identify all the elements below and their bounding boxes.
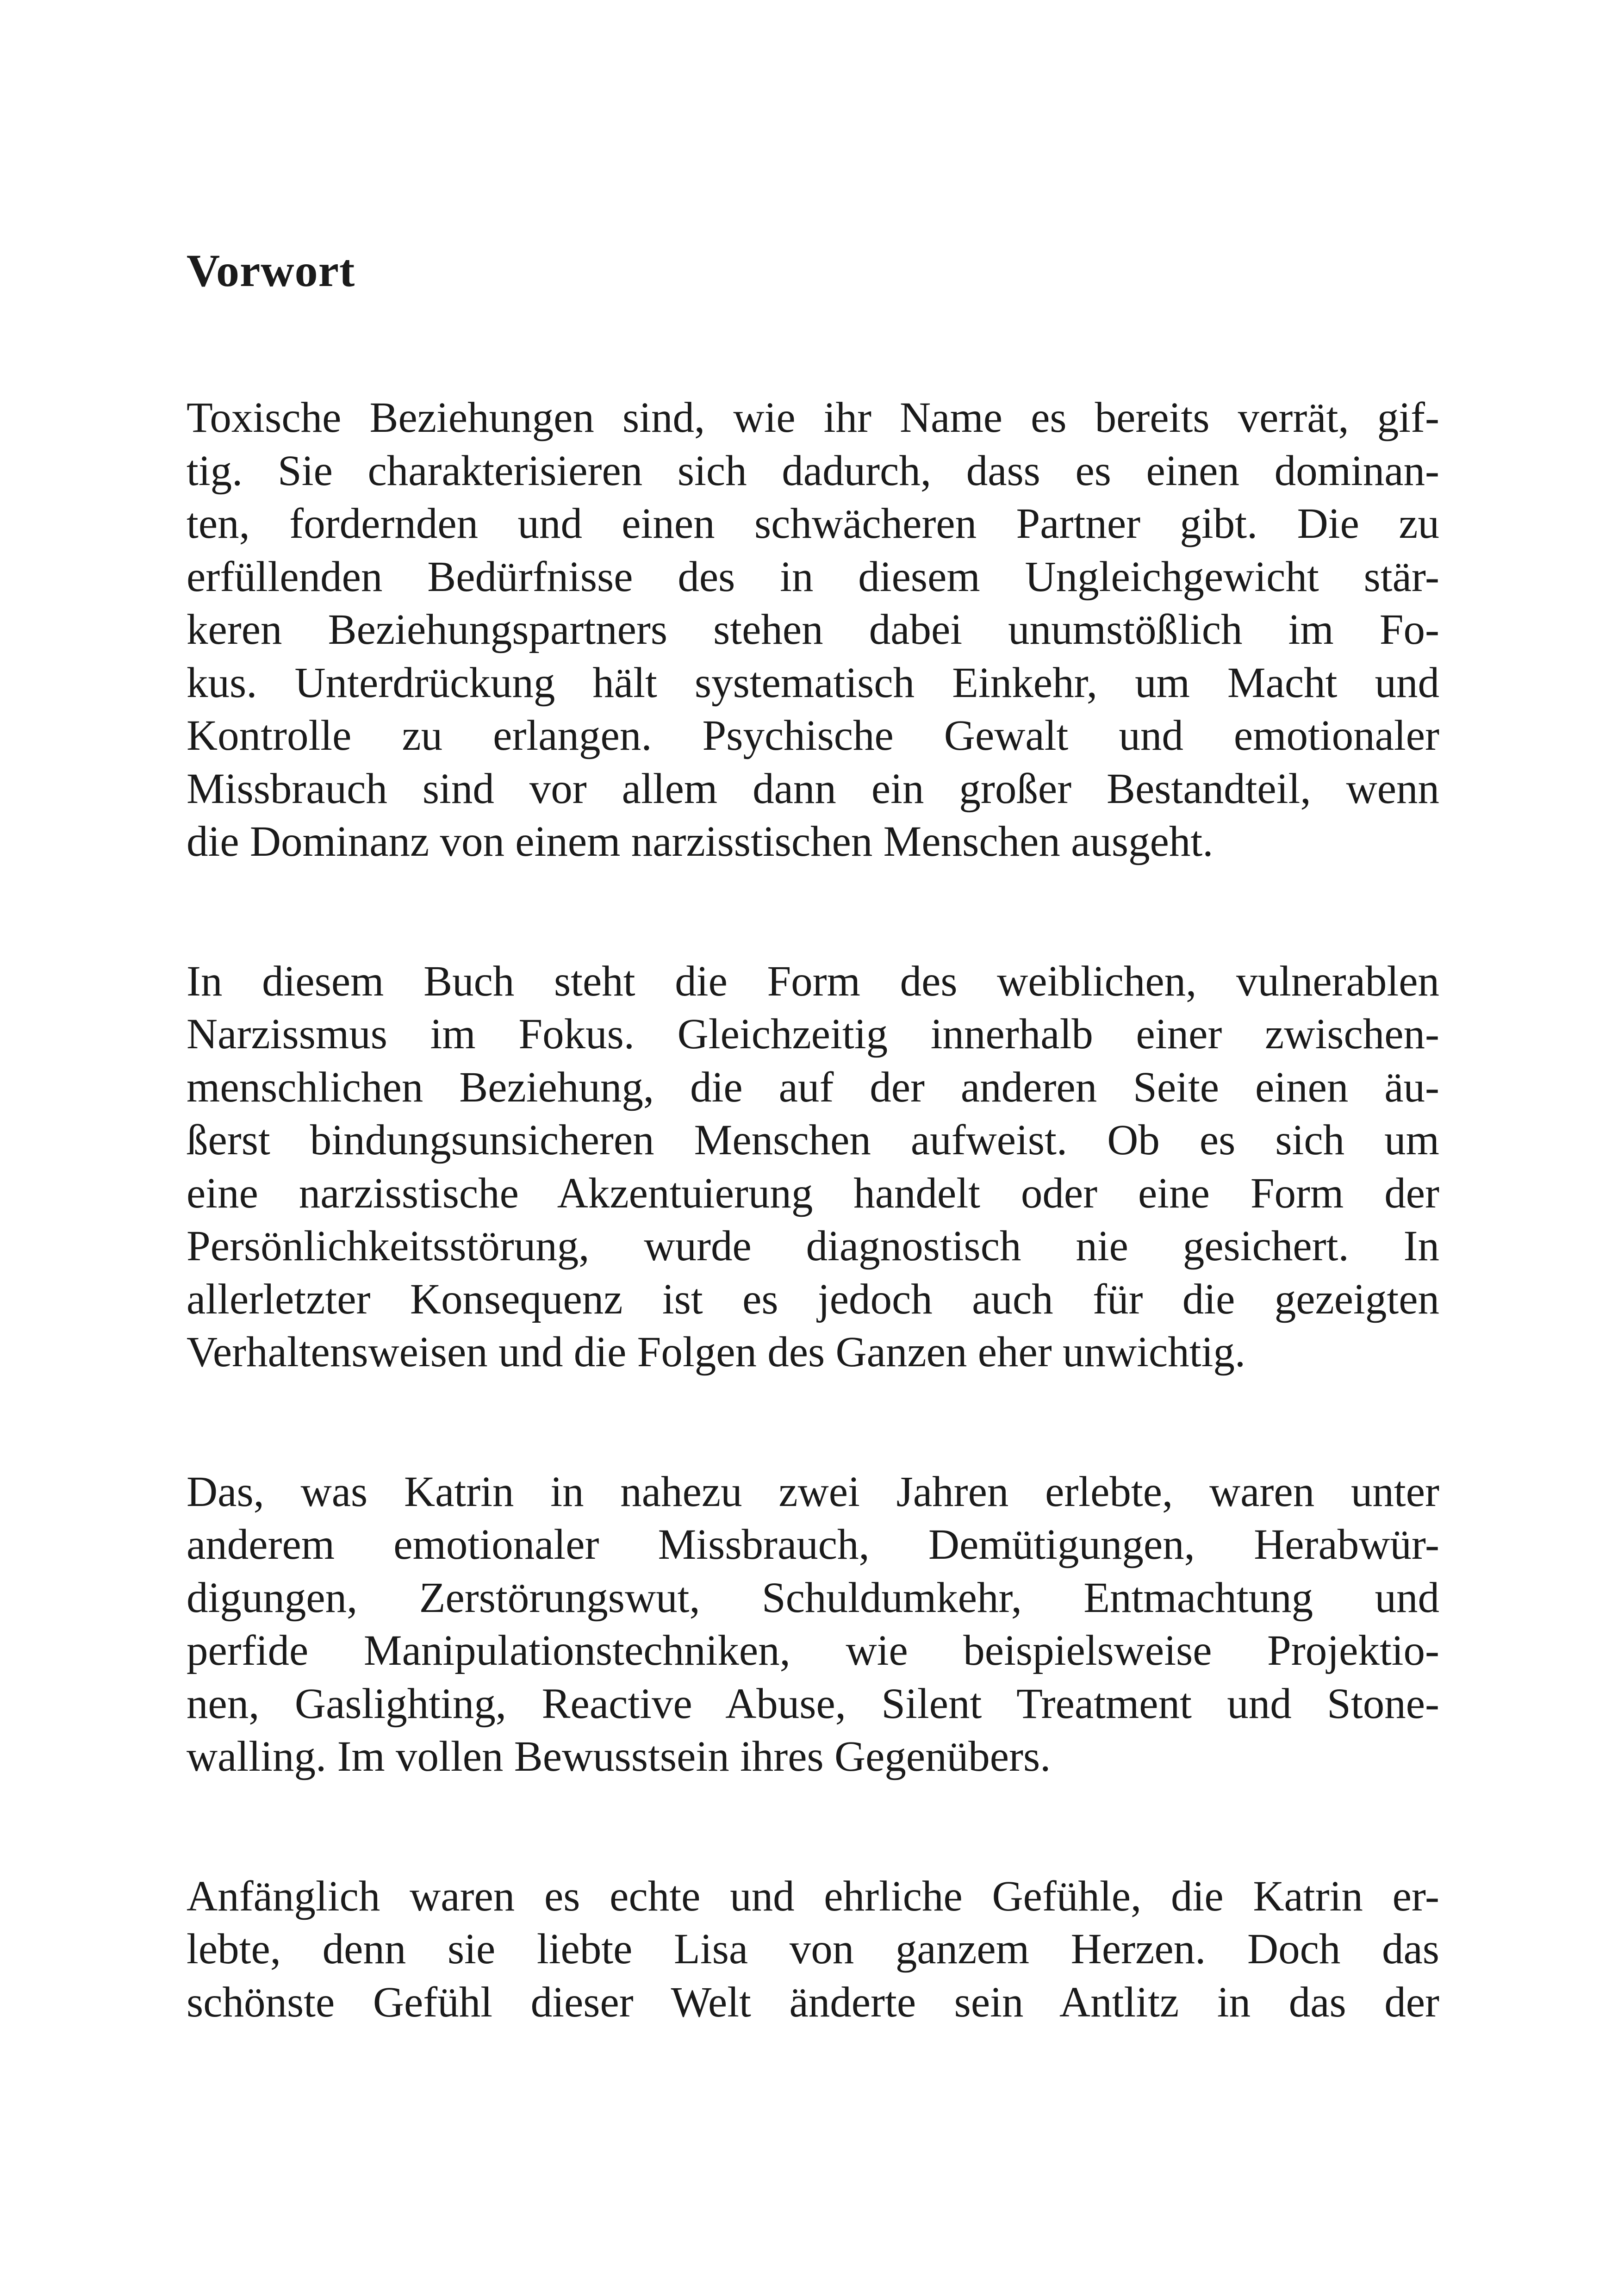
text-line: erfüllenden Bedürfnisse des in diesem Ungleichgewicht stär- [187, 553, 1439, 601]
text-line: menschlichen Beziehung, die auf der anderen Seite einen äu- [187, 1063, 1439, 1111]
text-line: kus. Unterdrückung hält systematisch Einkehr, um Macht und [187, 659, 1439, 707]
text-line: Das, was Katrin in nahezu zwei Jahren erlebte, waren unter [187, 1468, 1439, 1516]
text-line: Anfänglich waren es echte und ehrliche Gefühle, die Katrin er- [187, 1872, 1439, 1920]
text-line: anderem emotionaler Missbrauch, Demütigungen, Herabwür- [187, 1521, 1439, 1568]
page-title: Vorwort [187, 245, 355, 296]
text-line: walling. Im vollen Bewusstsein ihres Gegenübers. [187, 1733, 1051, 1780]
text-line: tig. Sie charakterisieren sich dadurch, dass es einen dominan- [187, 447, 1439, 495]
paragraph-4 [187, 1870, 1439, 2029]
text-line: die Dominanz von einem narzisstischen Menschen ausgeht. [187, 818, 1214, 865]
text-line: eine narzisstische Akzentuierung handelt oder eine Form der [187, 1169, 1439, 1217]
text-line: nen, Gaslighting, Reactive Abuse, Silent Treatment und Stone- [187, 1680, 1439, 1728]
text-line: Verhaltensweisen und die Folgen des Ganzen eher unwichtig. [187, 1328, 1246, 1376]
text-line: lebte, denn sie liebte Lisa von ganzem Herzen. Doch das [187, 1925, 1439, 1973]
text-line: In diesem Buch steht die Form des weiblichen, vulnerablen [187, 957, 1439, 1005]
text-line: allerletzter Konsequenz ist es jedoch auch für die gezeigten [187, 1275, 1439, 1323]
paragraph-3 [187, 1466, 1439, 1784]
text-line: ten, fordernden und einen schwächeren Partner gibt. Die zu [187, 500, 1439, 548]
text-line: perfide Manipulationstechniken, wie beispielsweise Projektio- [187, 1627, 1439, 1674]
text-line: Narzissmus im Fokus. Gleichzeitig innerhalb einer zwischen- [187, 1010, 1439, 1058]
text-line: ßerst bindungsunsicheren Menschen aufweist. Ob es sich um [187, 1116, 1439, 1164]
text-line: Missbrauch sind vor allem dann ein großer Bestandteil, wenn [187, 765, 1439, 813]
paragraph-2 [187, 955, 1439, 1379]
body-text [187, 392, 1439, 2116]
text-line: schönste Gefühl dieser Welt änderte sein Antlitz in das der [187, 1978, 1439, 2026]
text-line: digungen, Zerstörungswut, Schuldumkehr, Entmachtung und [187, 1574, 1439, 1622]
text-line: Toxische Beziehungen sind, wie ihr Name es bereits verrät, gif- [187, 394, 1439, 442]
text-line: keren Beziehungspartners stehen dabei unumstößlich im Fo- [187, 606, 1439, 653]
text-line: Persönlichkeitsstörung, wurde diagnostisch nie gesichert. In [187, 1222, 1439, 1270]
paragraph-1 [187, 392, 1439, 869]
text-line: Kontrolle zu erlangen. Psychische Gewalt und emotionaler [187, 712, 1439, 759]
